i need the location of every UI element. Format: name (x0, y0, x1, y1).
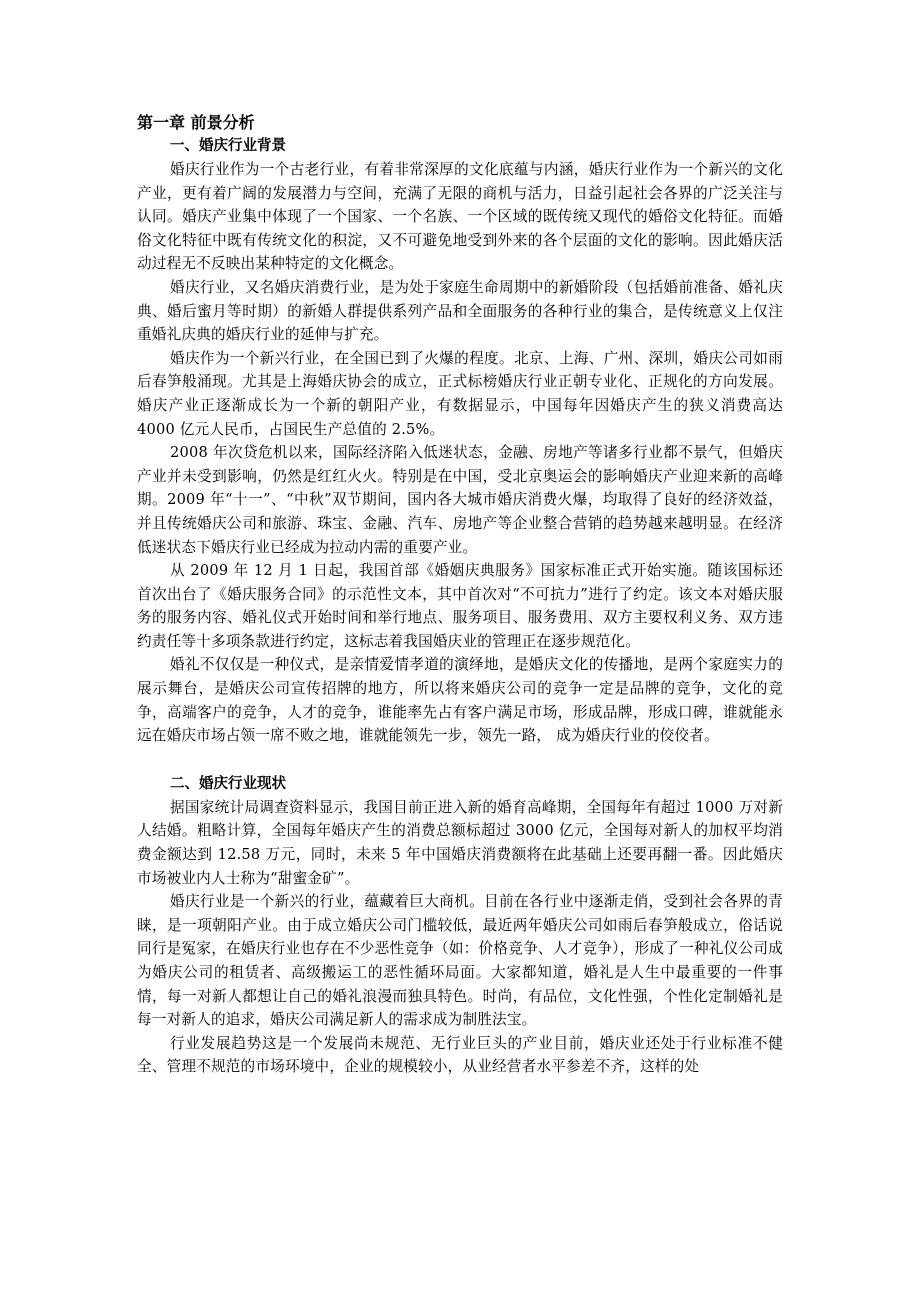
paragraph: 婚礼不仅仅是一种仪式，是亲情爱情孝道的演绎地，是婚庆文化的传播地，是两个家庭实力的展示舞台，是婚庆公司宣传招牌的地方，所以将来婚庆公司的竞争一定是品牌的竞争，文化的竞争，高端客户的竞争，人才的竞争，谁能率先占有客户满足市场，形成品牌，形成口碑，谁就能永远在婚庆市场占领一席不败之地，谁就能领先一步，领先一路， 成为婚庆行业的佼佼者。 (137, 656, 783, 745)
paragraph: 婚庆作为一个新兴行业，在全国已到了火爆的程度。北京、上海、广州、深圳，婚庆公司如雨后春笋般涌现。尤其是上海婚庆协会的成立，正式标榜婚庆行业正朝专业化、正规化的方向发展。 婚庆产业正逐渐成长为一个新的朝阳产业，有数据显示，中国每年因婚庆产生的狭义消费高达 4000 亿元人民币，占国民生产总值的 2.5%。 (137, 349, 783, 438)
section-title-background: 一、婚庆行业背景 (170, 138, 286, 154)
section-spacer (137, 748, 783, 772)
paragraph: 婚庆行业，又名婚庆消费行业，是为处于家庭生命周期中的新婚阶段（包括婚前准备、婚礼庆典、婚后蜜月等时期）的新婚人群提供系列产品和全面服务的各种行业的集合，是传统意义上仅注重婚礼庆典的婚庆行业的延伸与扩充。 (137, 278, 783, 344)
paragraph: 婚庆行业是一个新兴的行业，蕴藏着巨大商机。目前在各行业中逐渐走俏，受到社会各界的青睐，是一项朝阳产业。由于成立婚庆公司门槛较低，最近两年婚庆公司如雨后春笋般成立，俗话说同行是冤家，在婚庆行业也存在不少恶性竞争（如：价格竞争、人才竞争），形成了一种礼仪公司成为婚庆公司的租赁者、高级搬运工的恶性循环局面。大家都知道，婚礼是人生中最重要的一件事情，每一对新人都想让自己的婚礼浪漫而独具特色。时尚，有品位，文化性强，个性化定制婚礼是每一对新人的追求，婚庆公司满足新人的需求成为制胜法宝。 (137, 893, 783, 1029)
paragraph: 行业发展趋势这是一个发展尚未规范、无行业巨头的产业目前，婚庆业还处于行业标准不健全、管理不规范的市场环境中，企业的规模较小，从业经营者水平参差不齐，这样的处 (137, 1034, 783, 1076)
section-title-status: 二、婚庆行业现状 (170, 775, 286, 792)
paragraph: 据国家统计局调查资料显示，我国目前正进入新的婚育高峰期，全国每年有超过 1000 万对新人结婚。粗略计算，全国每年婚庆产生的消费总额标超过 3000 亿元，全国每对新人的加权平均消费金额达到 12.58 万元，同时，未来 5 年中国婚庆消费额将在此基础上还要再翻一番。因此婚庆市场被业内人士称为“甜蜜金矿”。 (137, 798, 783, 887)
paragraph: 婚庆行业作为一个古老行业，有着非常深厚的文化底蕴与内涵，婚庆行业作为一个新兴的文化产业，更有着广阔的发展潜力与空间，充满了无限的商机与活力，日益引起社会各界的广泛关注与认同。婚庆产业集中体现了一个国家、一个名族、一个区域的既传统又现代的婚俗文化特征。而婚俗文化特征中既有传统文化的积淀，又不可避免地受到外来的各个层面的文化的影响。因此婚庆活动过程无不反映出某种特定的文化概念。 (137, 161, 783, 273)
chapter-title: 第一章 前景分析 (137, 113, 255, 132)
paragraph: 从 2009 年 12 月 1 日起，我国首部《婚姻庆典服务》国家标准正式开始实施。随该国标还首次出台了《婚庆服务合同》的示范性文本，其中首次对“不可抗力”进行了约定。该文本对婚庆服务的服务内容、婚礼仪式开始时间和举行地点、服务项目、服务费用、双方主要权利义务、双方违约责任等十多项条款进行约定，这标志着我国婚庆业的管理正在逐步规范化。 (137, 562, 783, 650)
paragraph: 2008 年次贷危机以来，国际经济陷入低迷状态，金融、房地产等诸多行业都不景气，但婚庆产业并未受到影响，仍然是红红火火。特别是在中国，受北京奥运会的影响婚庆产业迎来新的高峰期。2009 年“十一”、“中秋”双节期间，国内各大城市婚庆消费火爆，均取得了良好的经济效益，并且传统婚庆公司和旅游、珠宝、金融、汽车、房地产等企业整合营销的趋势越来越明显。在经济低迷状态下婚庆行业已经成为拉动内需的重要产业。 (137, 444, 783, 556)
document-page (137, 112, 783, 1079)
